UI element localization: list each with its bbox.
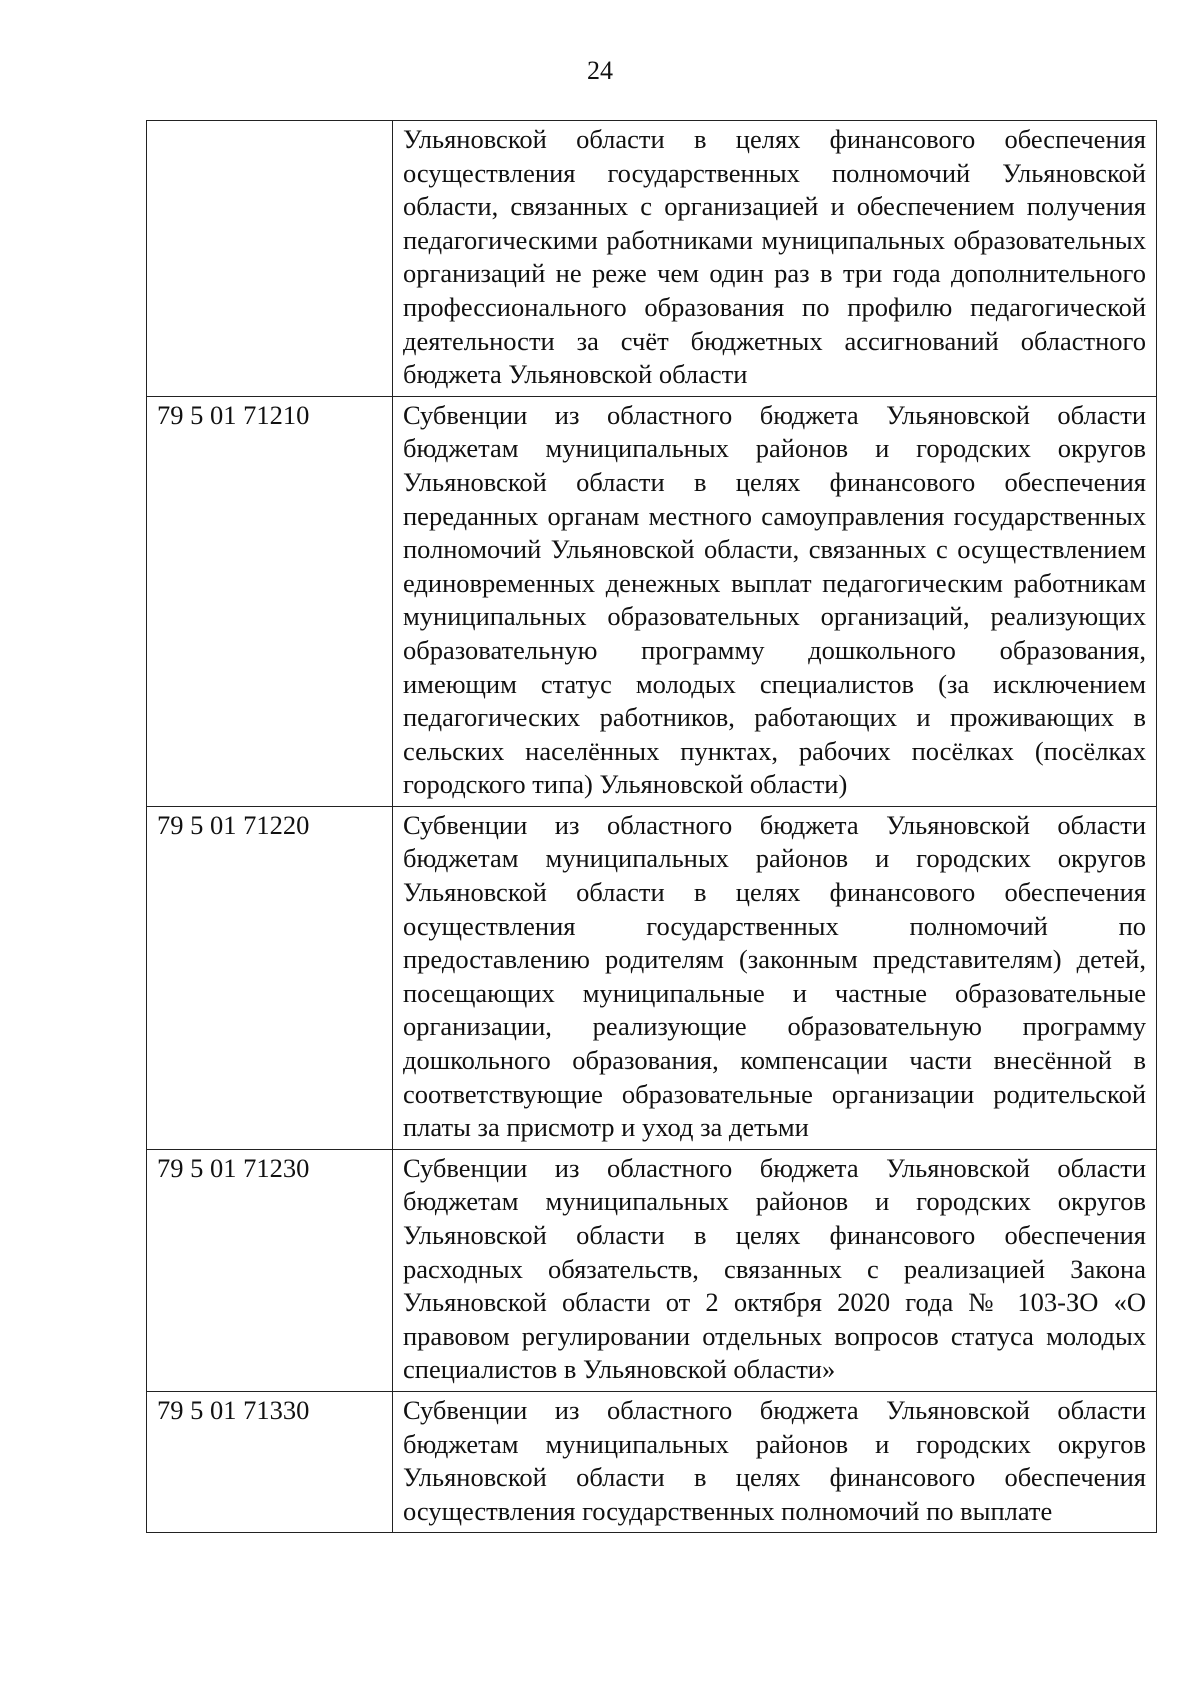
- code-cell: 79 5 01 71220: [147, 806, 393, 1149]
- description-cell: Ульяновской области в целях финансового обеспечения осуществления государственных полномочий Ульяновской области, связанных с организацией и обеспечением получения педагогическими работниками муниципальных образовательных организаций не реже чем один раз в три года дополнительного профессионального образования по профилю педагогической деятельности за счёт бюджетных ассигнований областного бюджета Ульяновской области: [393, 121, 1157, 397]
- description-cell: Субвенции из областного бюджета Ульяновской области бюджетам муниципальных районов и городских округов Ульяновской области в целях финансового обеспечения осуществления государственных полномочий по предоставлению родителям (законным представителям) детей, посещающих муниципальные и частные образовательные организации, реализующие образовательную программу дошкольного образования, компенсации части внесённой в соответствующие образовательные организации родительской платы за присмотр и уход за детьми: [393, 806, 1157, 1149]
- code-cell: 79 5 01 71230: [147, 1149, 393, 1391]
- table-row: [147, 806, 1157, 1149]
- table-row: [147, 121, 1157, 397]
- table-row: [147, 396, 1157, 806]
- description-cell: Субвенции из областного бюджета Ульяновской области бюджетам муниципальных районов и городских округов Ульяновской области в целях финансового обеспечения осуществления государственных полномочий по выплате: [393, 1391, 1157, 1532]
- table-row: [147, 1149, 1157, 1391]
- table-row: [147, 1391, 1157, 1532]
- page-number: 24: [587, 56, 613, 85]
- code-cell: 79 5 01 71210: [147, 396, 393, 806]
- description-cell: Субвенции из областного бюджета Ульяновской области бюджетам муниципальных районов и городских округов Ульяновской области в целях финансового обеспечения переданных органам местного самоуправления государственных полномочий Ульяновской области, связанных с осуществлением единовременных денежных выплат педагогическим работникам муниципальных образовательных организаций, реализующих образовательную программу дошкольного образования, имеющим статус молодых специалистов (за исключением педагогических работников, работающих и проживающих в сельских населённых пунктах, рабочих посёлках (посёлках городского типа) Ульяновской области): [393, 396, 1157, 806]
- code-cell: [147, 121, 393, 397]
- code-cell: 79 5 01 71330: [147, 1391, 393, 1532]
- budget-code-table: [146, 120, 1157, 1533]
- description-cell: Субвенции из областного бюджета Ульяновской области бюджетам муниципальных районов и городских округов Ульяновской области в целях финансового обеспечения расходных обязательств, связанных с реализацией Закона Ульяновской области от 2 октября 2020 года № 103-ЗО «О правовом регулировании отдельных вопросов статуса молодых специалистов в Ульяновской области»: [393, 1149, 1157, 1391]
